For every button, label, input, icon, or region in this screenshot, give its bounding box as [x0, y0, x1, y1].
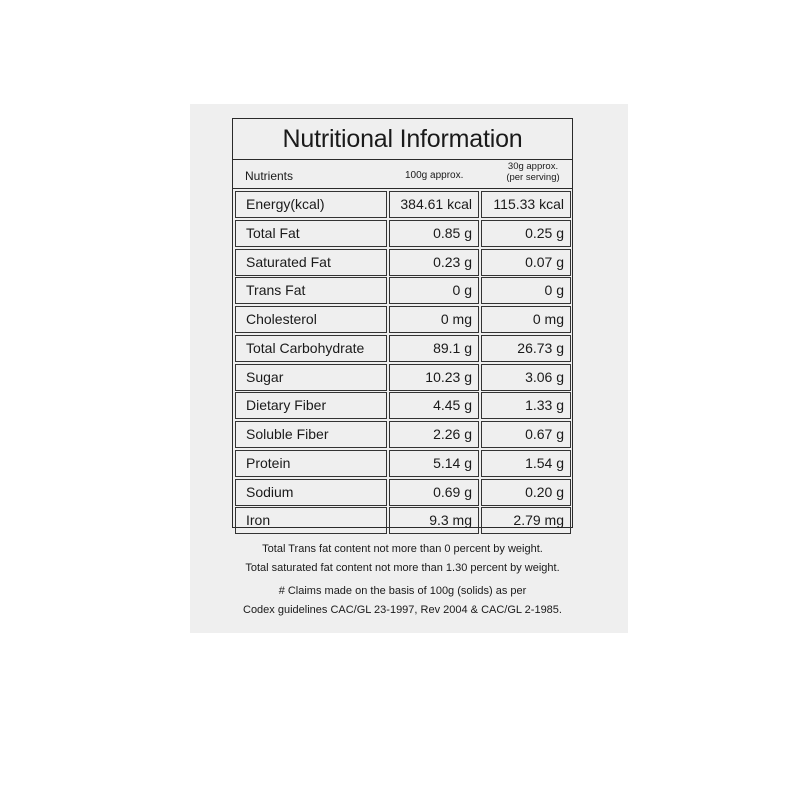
header-row [233, 159, 572, 189]
nutrition-table [232, 118, 573, 528]
value-per-serving: 0.25 g [481, 220, 571, 247]
value-per-serving: 0 mg [481, 306, 571, 333]
value-per-serving: 0.07 g [481, 249, 571, 276]
header-nutrients: Nutrients [245, 169, 294, 183]
nutrient-name: Sodium [235, 479, 387, 506]
nutrient-name: Protein [235, 450, 387, 477]
value-per-100g: 2.26 g [389, 421, 479, 448]
nutrient-name: Iron [235, 507, 387, 534]
value-per-100g: 4.45 g [389, 392, 479, 419]
nutrient-name: Saturated Fat [235, 249, 387, 276]
table-row [235, 450, 571, 479]
value-per-100g: 384.61 kcal [389, 191, 479, 218]
value-per-serving: 1.33 g [481, 392, 571, 419]
value-per-serving: 115.33 kcal [481, 191, 571, 218]
table-row [235, 507, 571, 536]
nutrient-name: Trans Fat [235, 277, 387, 304]
footnote-claims: # Claims made on the basis of 100g (solids) as per [278, 585, 527, 597]
value-per-serving: 0.67 g [481, 421, 571, 448]
nutrient-rows [235, 191, 571, 536]
value-per-100g: 89.1 g [389, 335, 479, 362]
table-row [235, 392, 571, 421]
value-per-100g: 0 mg [389, 306, 479, 333]
nutrient-name: Dietary Fiber [235, 392, 387, 419]
nutrient-name: Soluble Fiber [235, 421, 387, 448]
value-per-serving: 3.06 g [481, 364, 571, 391]
table-row [235, 277, 571, 306]
header-per-serving [493, 161, 573, 183]
table-row [235, 306, 571, 335]
value-per-100g: 0.69 g [389, 479, 479, 506]
value-per-100g: 9.3 mg [389, 507, 479, 534]
nutrient-name: Total Carbohydrate [235, 335, 387, 362]
value-per-100g: 0.23 g [389, 249, 479, 276]
table-row [235, 421, 571, 450]
footnotes [232, 540, 573, 620]
table-row [235, 249, 571, 278]
table-title: Nutritional Information [282, 125, 523, 153]
table-row [235, 479, 571, 508]
header-per-serving-line1: 30g approx. [507, 161, 559, 172]
value-per-serving: 0 g [481, 277, 571, 304]
value-per-100g: 0 g [389, 277, 479, 304]
value-per-100g: 10.23 g [389, 364, 479, 391]
table-row [235, 191, 571, 220]
value-per-serving: 0.20 g [481, 479, 571, 506]
nutrient-name: Total Fat [235, 220, 387, 247]
value-per-serving: 2.79 mg [481, 507, 571, 534]
header-per-100g: 100g approx. [405, 170, 464, 181]
footnote-saturated-fat: Total saturated fat content not more than 1.30 percent by weight. [245, 562, 560, 574]
nutrient-name: Cholesterol [235, 306, 387, 333]
header-per-serving-line2: (per serving) [506, 172, 560, 183]
value-per-serving: 26.73 g [481, 335, 571, 362]
table-row [235, 220, 571, 249]
nutrient-name: Sugar [235, 364, 387, 391]
nutrient-name: Energy(kcal) [235, 191, 387, 218]
table-row [235, 364, 571, 393]
footnote-codex: Codex guidelines CAC/GL 23-1997, Rev 2004 & CAC/GL 2-1985. [243, 604, 562, 616]
value-per-serving: 1.54 g [481, 450, 571, 477]
value-per-100g: 0.85 g [389, 220, 479, 247]
value-per-100g: 5.14 g [389, 450, 479, 477]
footnote-trans-fat: Total Trans fat content not more than 0 percent by weight. [262, 543, 543, 555]
table-row [235, 335, 571, 364]
